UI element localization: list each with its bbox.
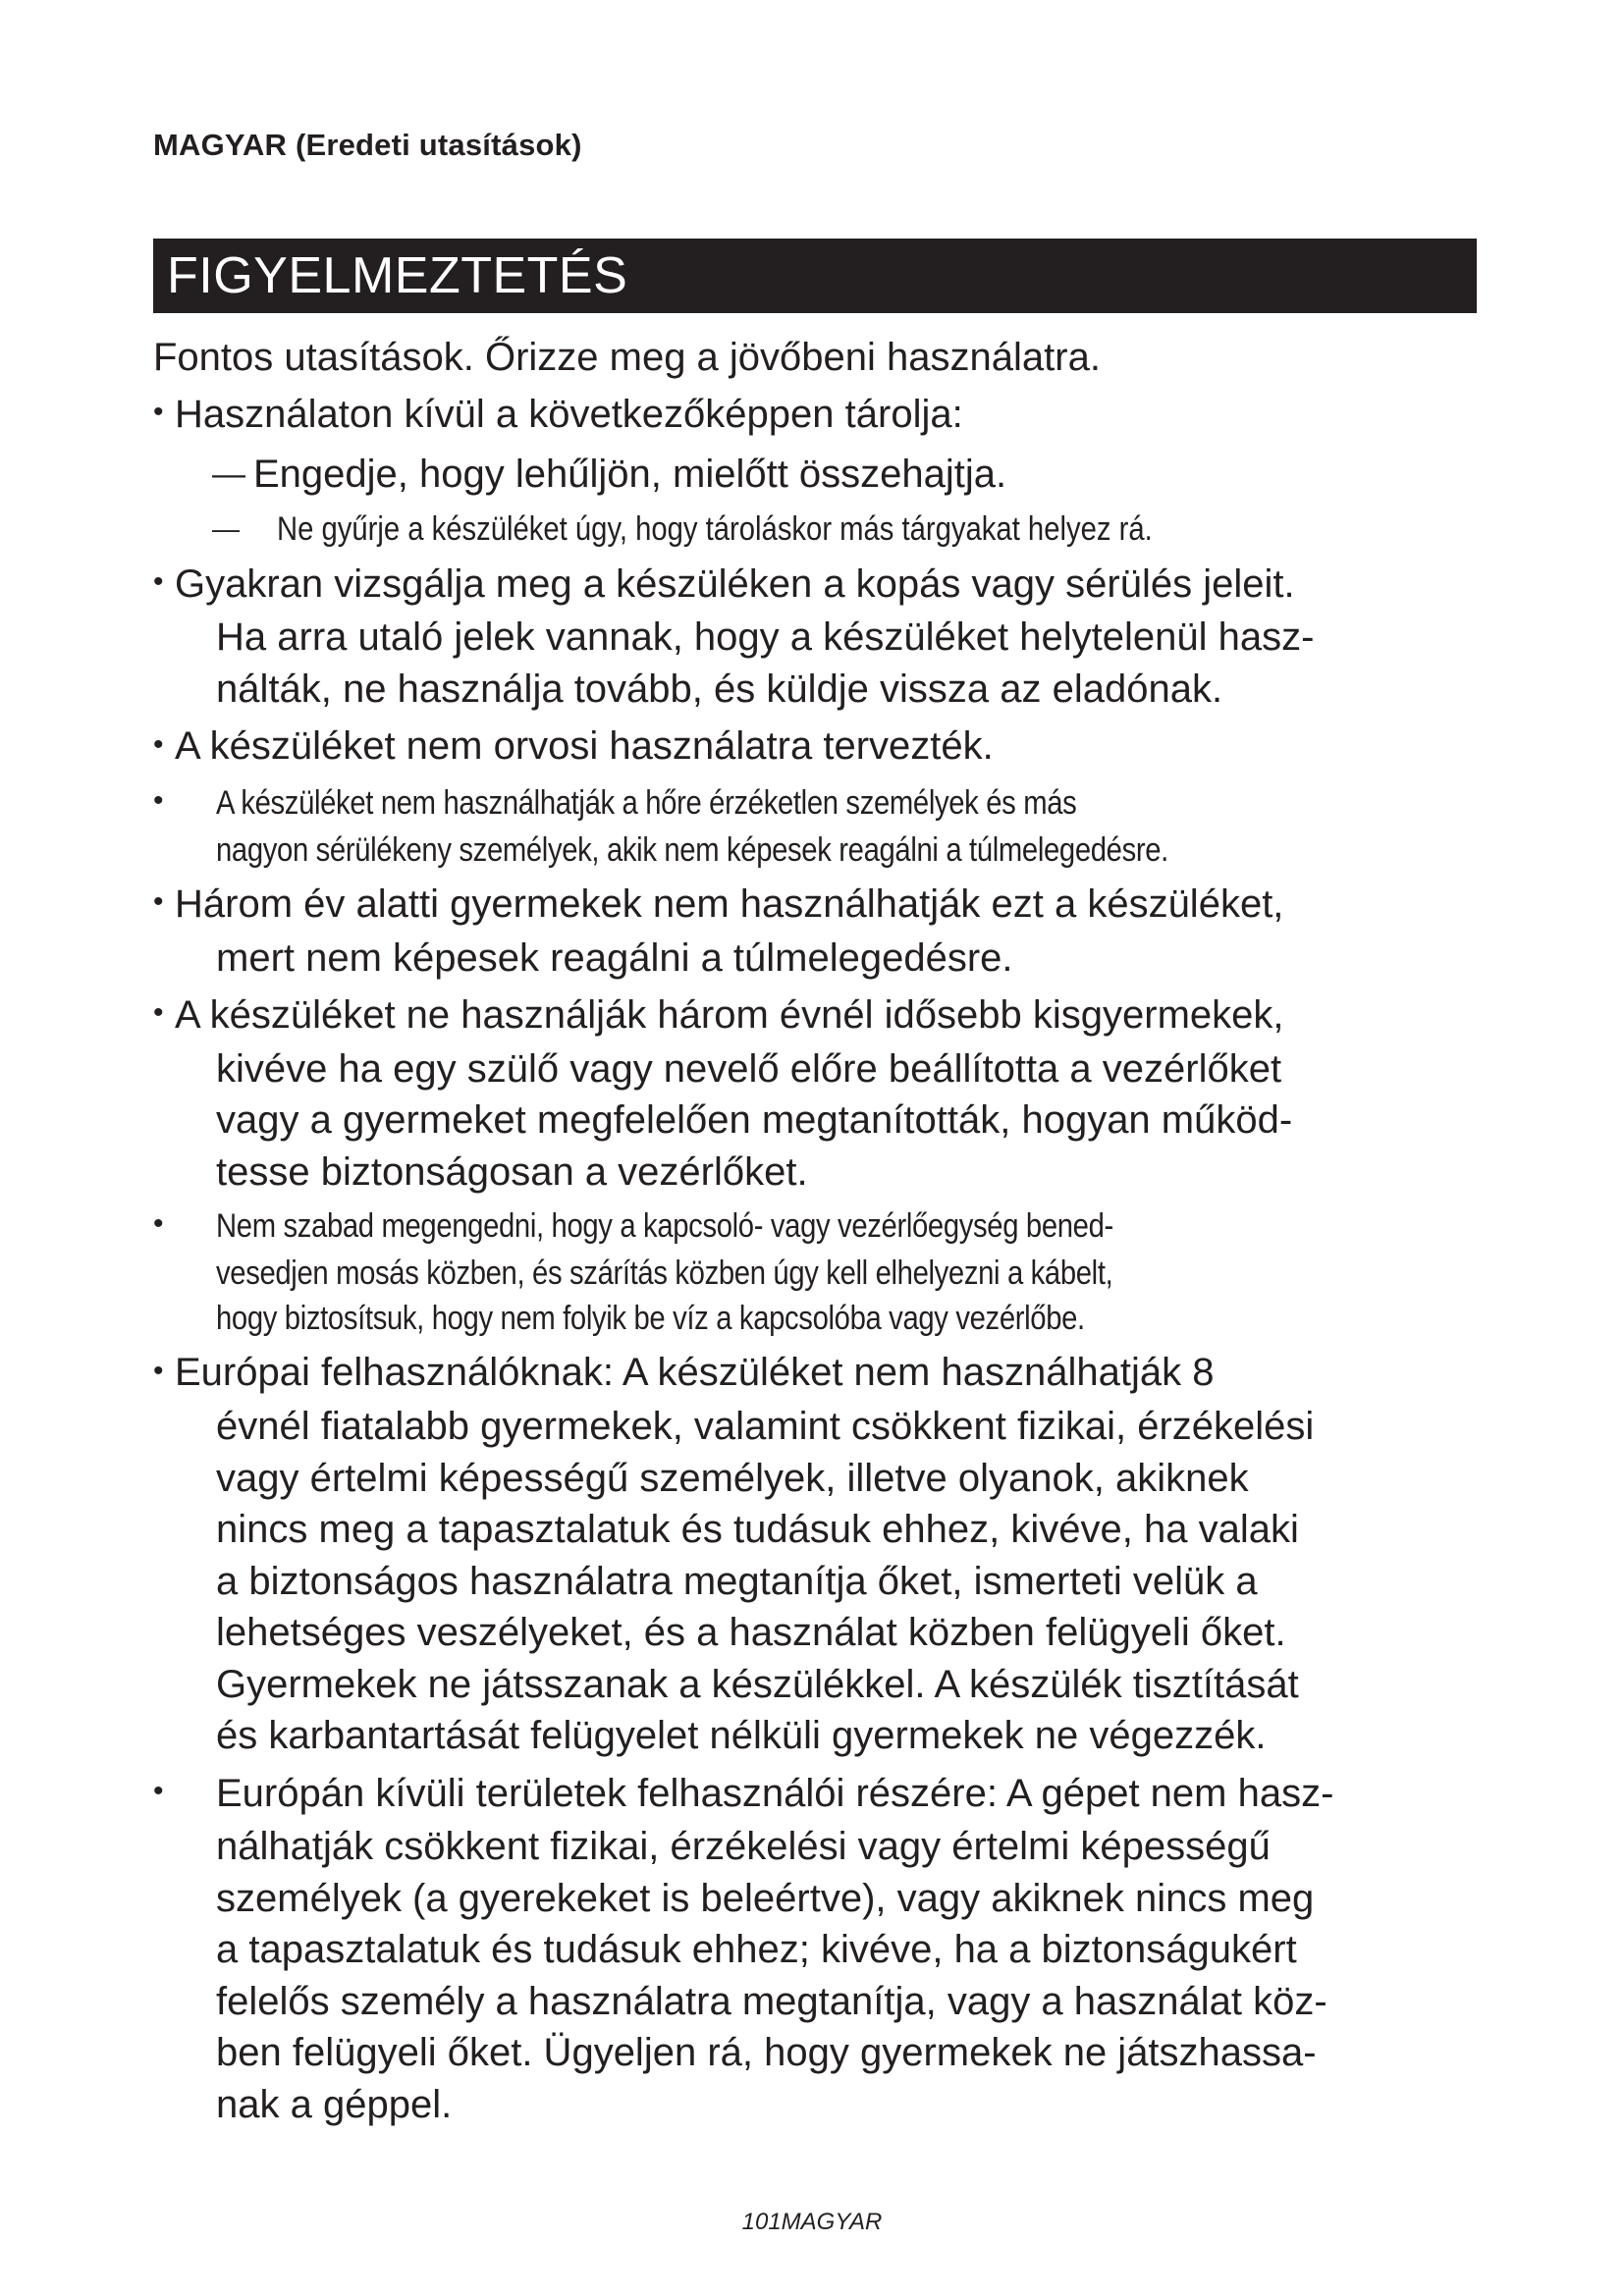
list-item-line: nálhatják csökkent fizikai, érzékelési vagy értelmi képességű bbox=[216, 1825, 1271, 1869]
list-item bbox=[153, 389, 1489, 443]
list-item-line: vagy a gyermeket megfelelően megtanították, hogyan működ- bbox=[216, 1098, 1293, 1143]
list-item-line: nagyon sérülékeny személyek, akik nem képesek reagálni a túlmelegedésre. bbox=[216, 831, 1168, 870]
list-item bbox=[153, 1768, 1489, 2131]
list-item-line: a tapasztalatuk és tudásuk ehhez; kivéve, ha a biztonságukért bbox=[216, 1928, 1297, 1972]
list-item-line: és karbantartását felügyelet nélküli gyermekek ne végezzék. bbox=[216, 1714, 1267, 1758]
bullet-icon: • bbox=[153, 784, 164, 818]
list-item-line: Nem szabad megengedni, hogy a kapcsoló- vagy vezérlőegység bened- bbox=[216, 1207, 1113, 1246]
list-item-line: Gyakran vizsgálja meg a készüléken a kopás vagy sérülés jeleit. bbox=[175, 561, 1295, 606]
list-item bbox=[153, 879, 1489, 984]
list-item bbox=[153, 559, 1489, 716]
dash-icon: — bbox=[212, 454, 245, 493]
sub-list-item bbox=[153, 449, 1489, 500]
list-item-line: évnél fiatalabb gyermekek, valamint csökkent fizikai, érzékelési bbox=[216, 1405, 1315, 1449]
list-item-line: nak a géppel. bbox=[216, 2082, 453, 2126]
list-item bbox=[153, 721, 1489, 774]
sub-list-item bbox=[153, 506, 1489, 553]
bullet-icon: • bbox=[153, 396, 164, 429]
list-item-line: lehetséges veszélyeket, és a használat közben felügyeli őket. bbox=[216, 1611, 1286, 1655]
bullet-icon: • bbox=[153, 727, 164, 761]
bullet-icon: • bbox=[153, 1774, 164, 1807]
bullet-icon: • bbox=[153, 996, 164, 1030]
list-item-line: nálták, ne használja tovább, és küldje vissza az eladónak. bbox=[216, 667, 1223, 711]
list-item bbox=[153, 1203, 1489, 1341]
bullet-icon: • bbox=[153, 564, 164, 598]
bullet-icon: • bbox=[153, 885, 164, 919]
sub-list-item-text: Ne gyűrje a készüléket úgy, hogy tároláskor más tárgyakat helyez rá. bbox=[277, 509, 1153, 548]
list-item-line: Ha arra utaló jelek vannak, hogy a készüléket helytelenül hasz- bbox=[216, 615, 1315, 660]
list-item-line: vesedjen mosás közben, és szárítás közben úgy kell elhelyezni a kábelt, bbox=[216, 1255, 1113, 1293]
list-item-line: tesse biztonságosan a vezérlőket. bbox=[216, 1149, 808, 1194]
list-item-line: hogy biztosítsuk, hogy nem folyik be víz a kapcsolóba vagy vezérlőbe. bbox=[216, 1300, 1085, 1338]
list-item bbox=[153, 1347, 1489, 1761]
list-item-line: felelős személy a használatra megtanítja, vagy a használat köz- bbox=[216, 1979, 1327, 2023]
list-item-line: Gyermekek ne játsszanak a készülékkel. A készülék tisztítását bbox=[216, 1662, 1299, 1706]
list-item-line: nincs meg a tapasztalatuk és tudásuk ehhez, kivéve, ha valaki bbox=[216, 1508, 1299, 1552]
sub-list-item-text: Engedje, hogy lehűljön, mielőtt összehajtja. bbox=[253, 452, 1007, 496]
list-item-line: személyek (a gyerekeket is beleértve), vagy akiknek nincs meg bbox=[216, 1876, 1315, 1920]
intro-text: Fontos utasítások. Őrizze meg a jövőbeni használatra. bbox=[153, 336, 1101, 379]
list-item-line: a biztonságos használatra megtanítja őket, ismerteti velük a bbox=[216, 1559, 1258, 1603]
list-item-line: ben felügyeli őket. Ügyeljen rá, hogy gyermekek ne játszhassa- bbox=[216, 2031, 1317, 2075]
warning-content bbox=[153, 332, 1489, 2136]
list-item-line: kivéve ha egy szülő vagy nevelő előre beállította a vezérlőket bbox=[216, 1046, 1282, 1091]
warning-title: FIGYELMEZTETÉS bbox=[167, 247, 628, 304]
list-item-line: A készüléket nem használhatják a hőre érzéketlen személyek és más bbox=[216, 784, 1077, 823]
list-item-line: Európai felhasználóknak: A készüléket nem használhatják 8 bbox=[175, 1351, 1215, 1395]
page-footer: 101MAGYAR bbox=[741, 2209, 883, 2235]
list-item-line: A készüléket ne használják három évnél idősebb kisgyermekek, bbox=[175, 993, 1284, 1038]
list-item bbox=[153, 780, 1489, 873]
dash-icon: — bbox=[212, 512, 240, 544]
language-header: MAGYAR (Eredeti utasítások) bbox=[153, 128, 582, 162]
bullet-icon: • bbox=[153, 1354, 164, 1387]
bullet-icon: • bbox=[153, 1207, 164, 1241]
list-item-text: A készüléket nem orvosi használatra tervezték. bbox=[175, 724, 994, 769]
list-item-text: Használaton kívül a következőképpen tárolja: bbox=[175, 393, 963, 436]
list-item-line: Három év alatti gyermekek nem használhatják ezt a készüléket, bbox=[175, 882, 1284, 927]
list-item-line: mert nem képesek reagálni a túlmelegedésre. bbox=[216, 935, 1013, 980]
list-item-line: vagy értelmi képességű személyek, illetve olyanok, akiknek bbox=[216, 1456, 1249, 1500]
warning-banner bbox=[153, 239, 1477, 313]
list-item-line: Európán kívüli területek felhasználói részére: A gépet nem hasz- bbox=[216, 1771, 1334, 1815]
list-item bbox=[153, 989, 1489, 1198]
